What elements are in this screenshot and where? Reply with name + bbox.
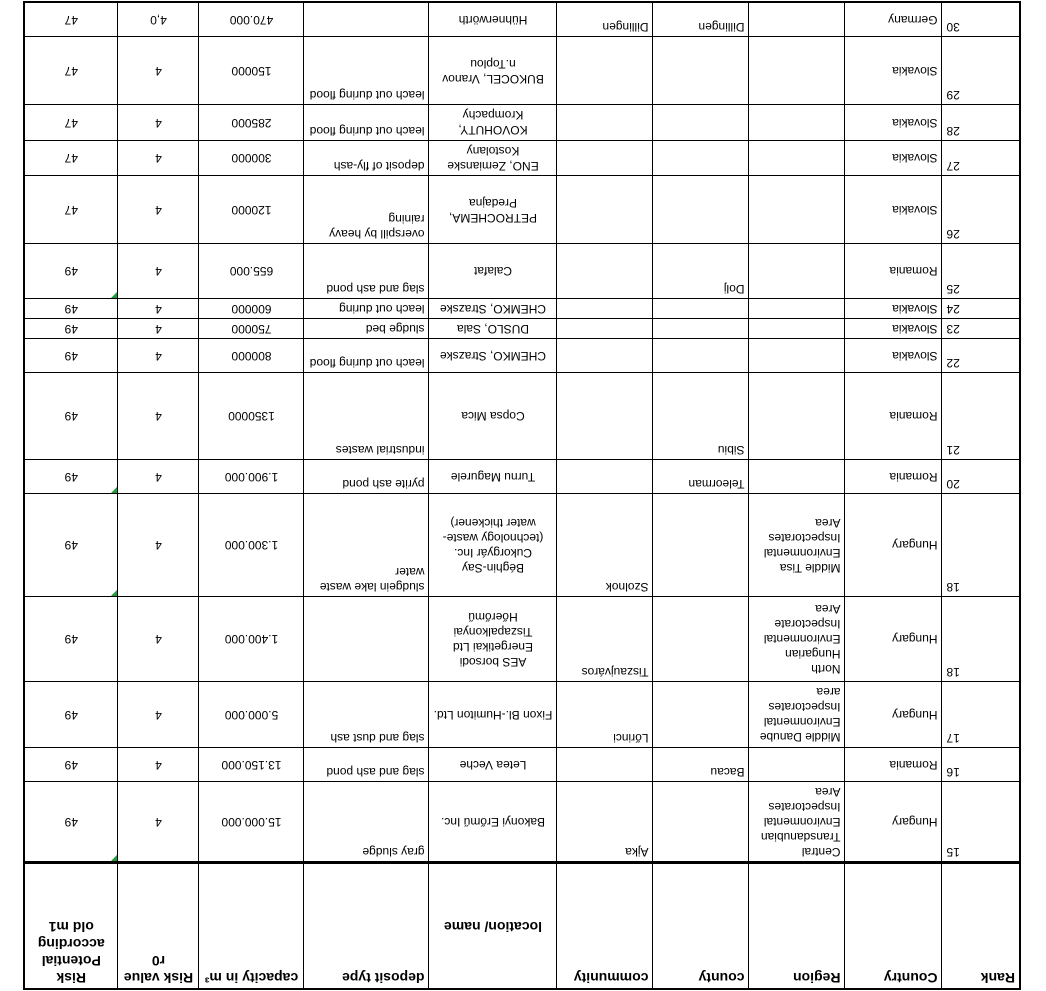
deposit-type-cell (304, 2, 429, 36)
rank-cell: 17 (942, 682, 1020, 747)
county-cell (653, 140, 749, 175)
rank-cell: 18 (942, 596, 1020, 682)
county-cell (653, 36, 749, 104)
risk-value-cell: 4 (118, 36, 199, 104)
risk-potential-cell: 47 (24, 140, 118, 175)
rank-cell: 26 (942, 175, 1020, 243)
deposit-type-cell (304, 596, 429, 682)
risk-value-cell: 4 (118, 682, 199, 747)
community-cell (557, 244, 653, 298)
capacity-cell: 750000 (199, 318, 304, 338)
country-cell: Hungary (845, 682, 942, 747)
risk-potential-cell: 47 (24, 2, 118, 36)
capacity-cell: 800000 (199, 338, 304, 372)
risk-potential-cell: 49 (24, 747, 118, 781)
county-cell (653, 105, 749, 140)
county-cell (653, 781, 749, 863)
header-risk-value: Risk value r0 (118, 863, 199, 989)
county-cell (653, 682, 749, 747)
risk-potential-cell: 49 (24, 459, 118, 493)
header-capacity: capacity in m³ (199, 863, 304, 989)
country-cell: Romania (845, 459, 942, 493)
header-community: community (557, 863, 653, 989)
risk-value-cell: 4 (118, 338, 199, 372)
risk-potential-cell: 49 (24, 298, 118, 318)
region-cell: Central Transdanubian Environmental Inspectorates Area (749, 781, 845, 863)
table-row (24, 373, 1020, 460)
community-cell (557, 105, 653, 140)
region-cell (749, 244, 845, 298)
risk-potential-cell: 49 (24, 338, 118, 372)
community-cell (557, 175, 653, 243)
region-cell (749, 373, 845, 460)
risk-value-cell: 4 (118, 318, 199, 338)
county-cell (653, 298, 749, 318)
risk-value-cell: 4 (118, 105, 199, 140)
capacity-cell: 150000 (199, 36, 304, 104)
table-row (24, 318, 1020, 338)
risk-potential-cell: 49 (24, 244, 118, 298)
rank-cell: 23 (942, 318, 1020, 338)
header-risk-potential: Risk Potential according old m1 (24, 863, 118, 989)
rank-cell: 29 (942, 36, 1020, 104)
location-cell: Bakonyi Erőmű Inc. (429, 781, 557, 863)
capacity-cell: 13.150.000 (199, 747, 304, 781)
region-cell: Middle Danube Environmental Inspectorates area (749, 682, 845, 747)
community-cell: Lőrinci (557, 682, 653, 747)
deposit-type-cell: deposit of fly-ash (304, 140, 429, 175)
table-row (24, 175, 1020, 243)
risk-potential-cell: 49 (24, 682, 118, 747)
header-deposit-type: deposit type (304, 863, 429, 989)
location-cell: CHEMKO, Strazske (429, 298, 557, 318)
county-cell: Bacau (653, 747, 749, 781)
community-cell (557, 318, 653, 338)
county-cell: Dillingen (653, 2, 749, 36)
county-cell (653, 596, 749, 682)
capacity-cell: 300000 (199, 140, 304, 175)
community-cell (557, 459, 653, 493)
risk-value-cell: 4 (118, 175, 199, 243)
rank-cell: 24 (942, 298, 1020, 318)
community-cell: Szolnok (557, 493, 653, 596)
region-cell: Middle Tisa Environmental Inspectorates Area (749, 493, 845, 596)
country-cell: Romania (845, 747, 942, 781)
county-cell (653, 493, 749, 596)
region-cell (749, 298, 845, 318)
tailings-risk-table (23, 1, 1021, 990)
region-cell (749, 175, 845, 243)
county-cell: Dolj (653, 244, 749, 298)
country-cell: Hungary (845, 493, 942, 596)
deposit-type-cell: industrial wastes (304, 373, 429, 460)
capacity-cell: 5.000.000 (199, 682, 304, 747)
risk-value-cell: 4 (118, 459, 199, 493)
community-cell: Ajka (557, 781, 653, 863)
rank-cell: 16 (942, 747, 1020, 781)
rank-cell: 30 (942, 2, 1020, 36)
region-cell (749, 318, 845, 338)
deposit-type-cell: leach out during flood (304, 36, 429, 104)
location-cell: AES borsodi Energetikai Ltd Tiszapalkonyai Hőerőmű (429, 596, 557, 682)
country-cell: Romania (845, 373, 942, 460)
deposit-type-cell: slag and ash pond (304, 747, 429, 781)
community-cell (557, 298, 653, 318)
risk-value-cell: 4 (118, 493, 199, 596)
country-cell: Germany (845, 2, 942, 36)
location-cell: PETROCHEMA, Predajna (429, 175, 557, 243)
table-row (24, 105, 1020, 140)
region-cell: North Hungarian Environmental Inspectorate Area (749, 596, 845, 682)
header-location: location/ name (429, 863, 557, 989)
deposit-type-cell: sludgein lake waste water (304, 493, 429, 596)
deposit-type-cell: overspill by heavy raining (304, 175, 429, 243)
country-cell: Slovakia (845, 318, 942, 338)
rank-cell: 21 (942, 373, 1020, 460)
region-cell (749, 459, 845, 493)
location-cell: DUSLO, Sala (429, 318, 557, 338)
capacity-cell: 1350000 (199, 373, 304, 460)
region-cell (749, 747, 845, 781)
header-region: Region (749, 863, 845, 989)
region-cell (749, 105, 845, 140)
table-row (24, 459, 1020, 493)
country-cell: Romania (845, 244, 942, 298)
country-cell: Slovakia (845, 298, 942, 318)
community-cell: Tiszaujváros (557, 596, 653, 682)
community-cell (557, 373, 653, 460)
rank-cell: 28 (942, 105, 1020, 140)
location-cell: Turnu Magurele (429, 459, 557, 493)
deposit-type-cell: gray sludge (304, 781, 429, 863)
location-cell: CHEMKO, Strazske (429, 338, 557, 372)
table-row (24, 338, 1020, 372)
header-rank: Rank (942, 863, 1020, 989)
county-cell: Teleorman (653, 459, 749, 493)
capacity-cell: 1.900.000 (199, 459, 304, 493)
risk-value-cell: 4 (118, 140, 199, 175)
location-cell: Letea Veche (429, 747, 557, 781)
region-cell (749, 36, 845, 104)
community-cell (557, 140, 653, 175)
deposit-type-cell: slag and ash pond (304, 244, 429, 298)
country-cell: Hungary (845, 781, 942, 863)
deposit-type-cell: leach out during flood (304, 338, 429, 372)
risk-potential-cell: 49 (24, 493, 118, 596)
location-cell: ENO, Zemianske Kostolany (429, 140, 557, 175)
rank-cell: 25 (942, 244, 1020, 298)
community-cell (557, 36, 653, 104)
deposit-type-cell: leach out during flood (304, 105, 429, 140)
header-row (24, 863, 1020, 989)
table-row (24, 682, 1020, 747)
capacity-cell: 15.000.000 (199, 781, 304, 863)
community-cell (557, 747, 653, 781)
country-cell: Slovakia (845, 140, 942, 175)
risk-potential-cell: 49 (24, 596, 118, 682)
rank-cell: 18 (942, 493, 1020, 596)
location-cell: BUKOCEL, Vranov n.Toplou (429, 36, 557, 104)
community-cell (557, 338, 653, 372)
table-row (24, 244, 1020, 298)
risk-value-cell: 4 (118, 747, 199, 781)
risk-value-cell: 4 (118, 596, 199, 682)
rank-cell: 22 (942, 338, 1020, 372)
capacity-cell: 1.300.000 (199, 493, 304, 596)
risk-potential-cell: 47 (24, 36, 118, 104)
risk-potential-cell: 49 (24, 318, 118, 338)
risk-value-cell: 4 (118, 781, 199, 863)
county-cell (653, 318, 749, 338)
location-cell: Copsa Mica (429, 373, 557, 460)
deposit-type-cell: slag and dust ash (304, 682, 429, 747)
risk-value-cell: 4 (118, 244, 199, 298)
capacity-cell: 655.000 (199, 244, 304, 298)
table-row (24, 781, 1020, 863)
community-cell: Dillingen (557, 2, 653, 36)
county-cell (653, 175, 749, 243)
rank-cell: 15 (942, 781, 1020, 863)
table-row (24, 140, 1020, 175)
risk-potential-cell: 49 (24, 373, 118, 460)
location-cell: Calafat (429, 244, 557, 298)
location-cell: Béghin-Say Cukorgyár Inc.(technology waste-water thickener) (429, 493, 557, 596)
risk-value-cell: 4 (118, 298, 199, 318)
location-cell: Fixon Bl.-Humiton Ltd. (429, 682, 557, 747)
county-cell (653, 338, 749, 372)
table-row (24, 747, 1020, 781)
country-cell: Slovakia (845, 36, 942, 104)
country-cell: Hungary (845, 596, 942, 682)
rank-cell: 20 (942, 459, 1020, 493)
region-cell (749, 2, 845, 36)
deposit-type-cell: leach out during (304, 298, 429, 318)
capacity-cell: 120000 (199, 175, 304, 243)
risk-potential-cell: 49 (24, 781, 118, 863)
risk-value-cell: 4 (118, 373, 199, 460)
header-county: county (653, 863, 749, 989)
capacity-cell: 600000 (199, 298, 304, 318)
county-cell: Sibiu (653, 373, 749, 460)
table-row (24, 36, 1020, 104)
risk-potential-cell: 47 (24, 105, 118, 140)
table-row (24, 493, 1020, 596)
capacity-cell: 470.000 (199, 2, 304, 36)
capacity-cell: 285000 (199, 105, 304, 140)
location-cell: KOVOHUTY, Krompachy (429, 105, 557, 140)
country-cell: Slovakia (845, 338, 942, 372)
region-cell (749, 140, 845, 175)
table-row (24, 298, 1020, 318)
table-row (24, 596, 1020, 682)
table-row (24, 2, 1020, 36)
deposit-type-cell: sludge bed (304, 318, 429, 338)
deposit-type-cell: pyrite ash pond (304, 459, 429, 493)
capacity-cell: 1.400.000 (199, 596, 304, 682)
risk-value-cell: 4,0 (118, 2, 199, 36)
country-cell: Slovakia (845, 105, 942, 140)
region-cell (749, 338, 845, 372)
header-country: Country (845, 863, 942, 989)
location-cell: Hühnerwörth (429, 2, 557, 36)
rank-cell: 27 (942, 140, 1020, 175)
risk-potential-cell: 47 (24, 175, 118, 243)
country-cell: Slovakia (845, 175, 942, 243)
